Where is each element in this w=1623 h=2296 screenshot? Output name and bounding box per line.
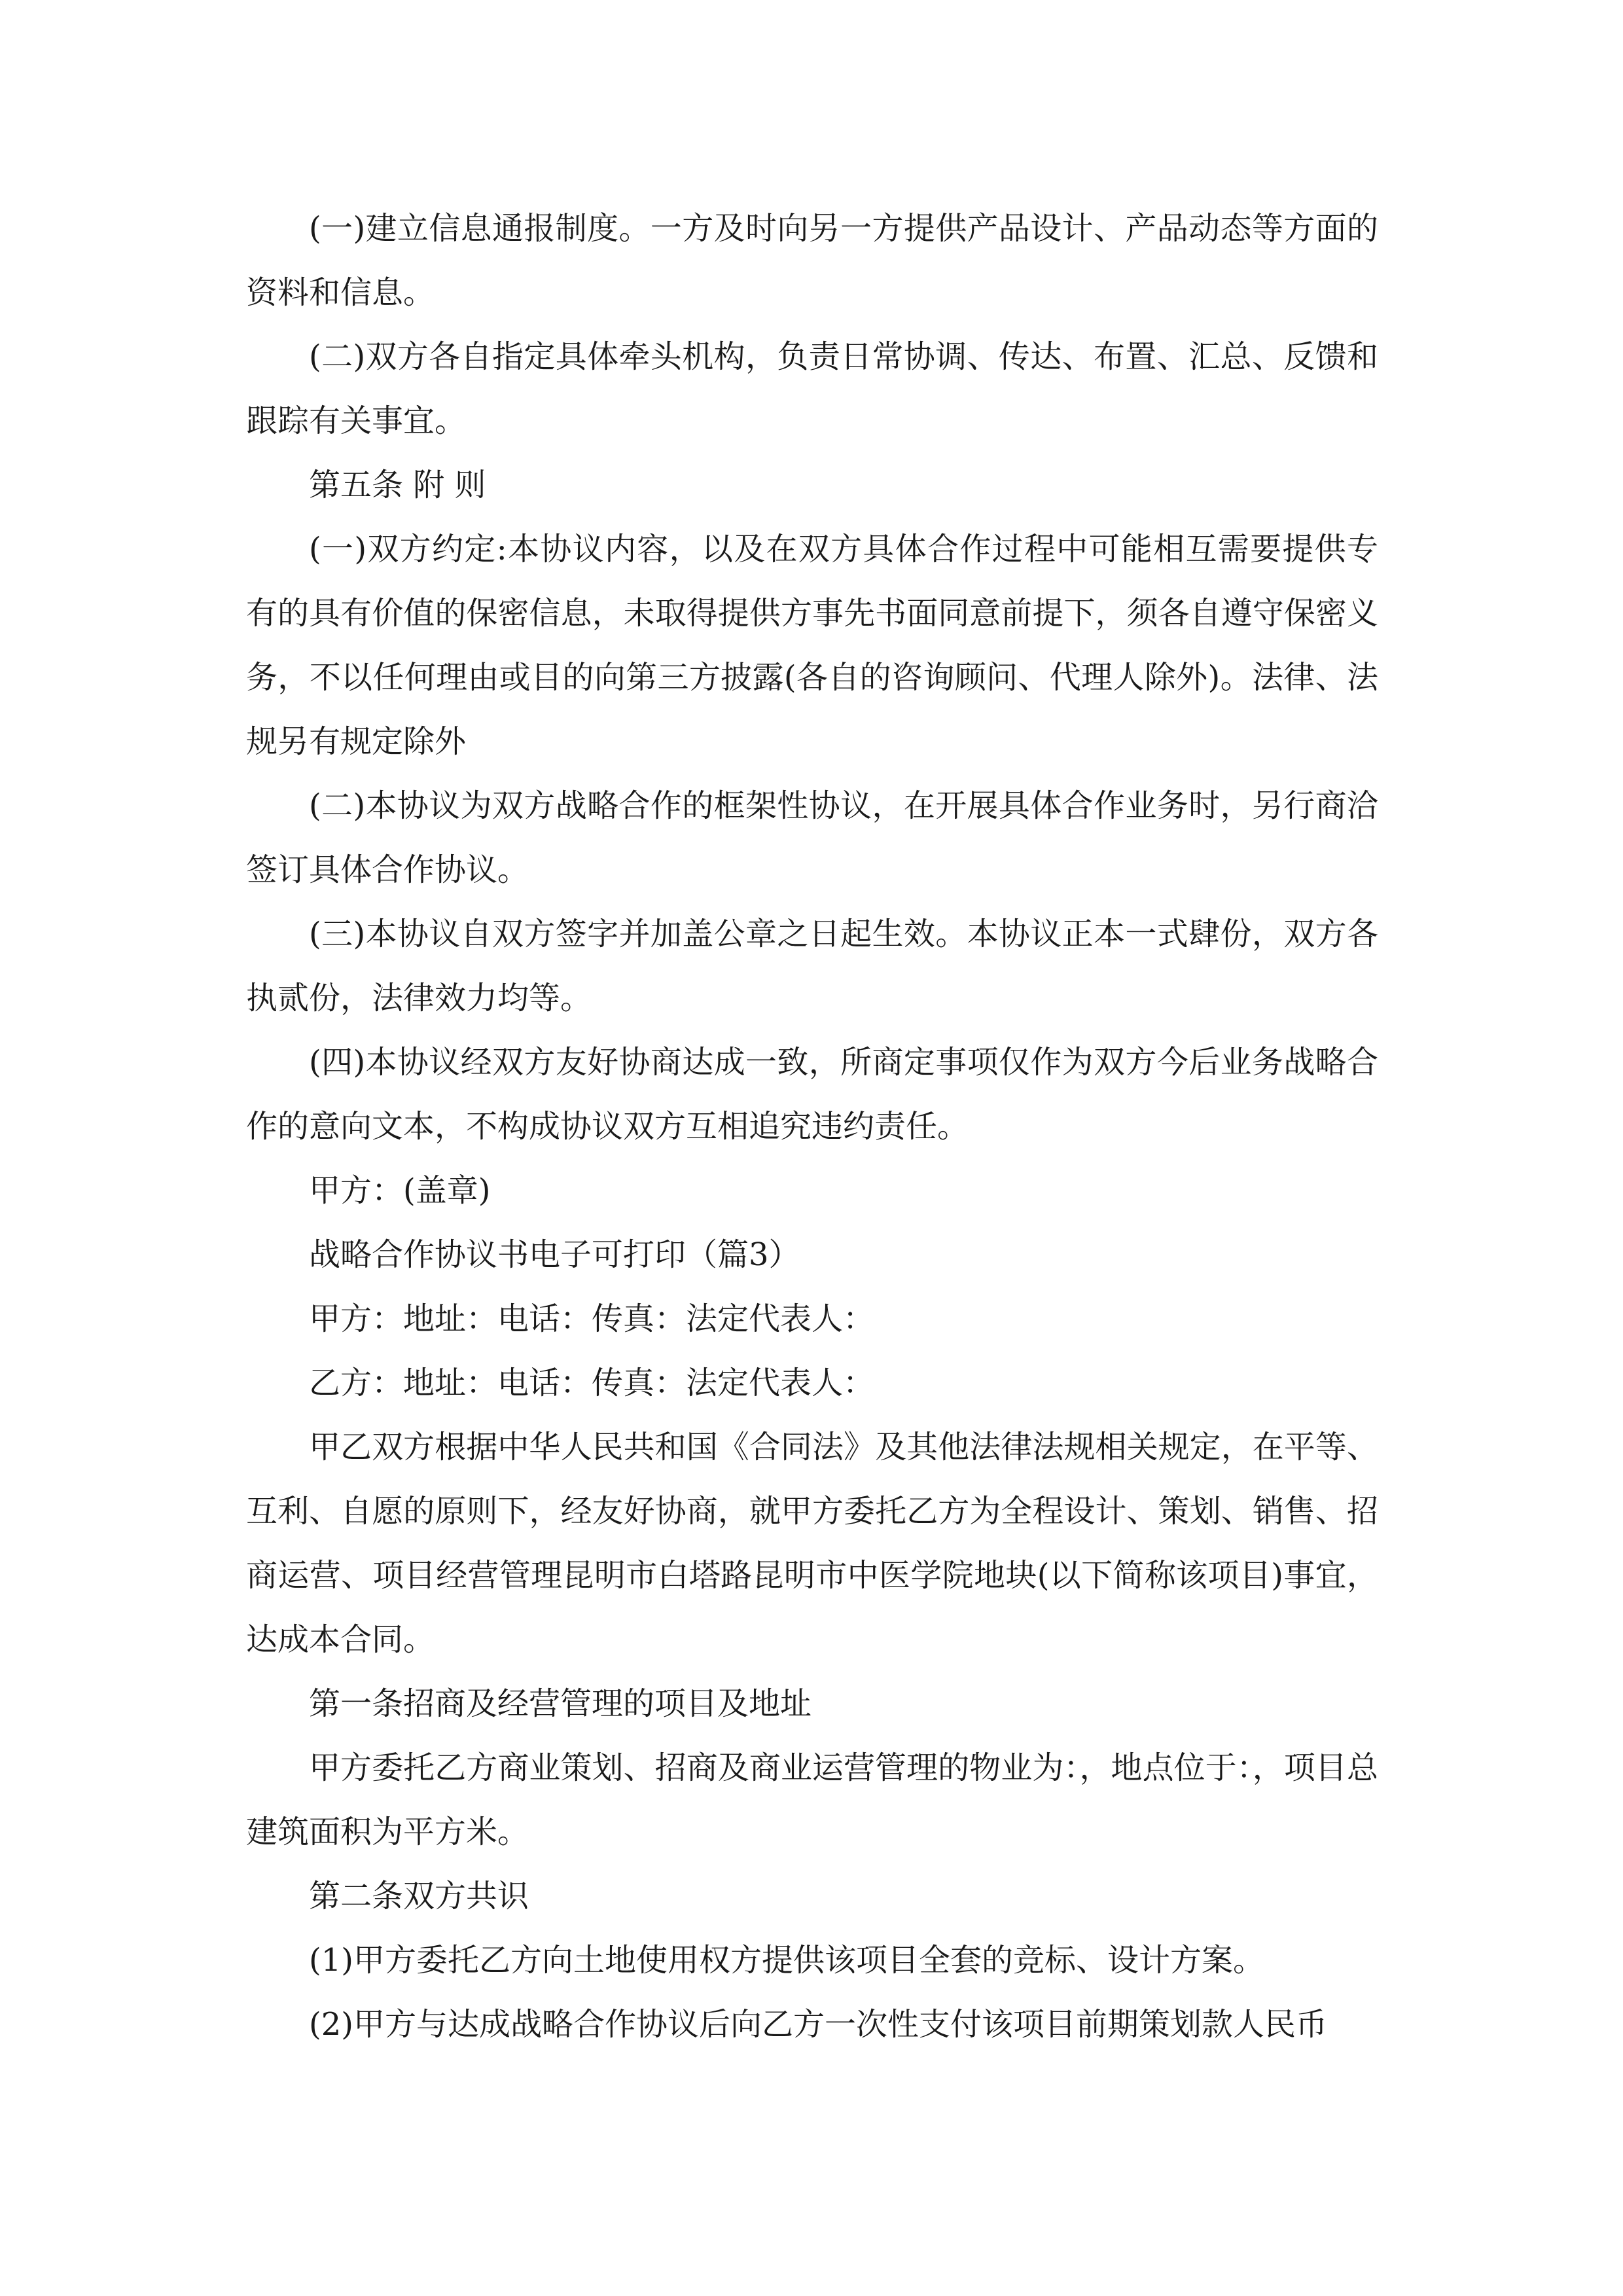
paragraph-info-reporting: (一)建立信息通报制度。一方及时向另一方提供产品设计、产品动态等方面的资料和信息。 bbox=[246, 210, 1378, 311]
paragraph-confidentiality: (一)双方约定:本协议内容，以及在双方具体合作过程中可能相互需要提供专有的具有价值的保密信息，未取得提供方事先书面同意前提下，须各自遵守保密义务，不以任何理由或目的向第三方披露(各自的咨询顾问、代理人除外)。法律、法规另有规定除外 bbox=[246, 531, 1378, 760]
paragraph-consensus-1: (1)甲方委托乙方向土地使用权方提供该项目全套的竞标、设计方案。 bbox=[309, 1942, 1264, 1979]
heading-article-5: 第五条 附 则 bbox=[309, 467, 486, 503]
heading-article-1: 第一条招商及经营管理的项目及地址 bbox=[309, 1685, 812, 1722]
document-body bbox=[246, 196, 1378, 2056]
party-a-info: 甲方：地址：电话：传真：法定代表人： bbox=[309, 1300, 875, 1337]
paragraph-coordination: (二)双方各自指定具体牵头机构，负责日常协调、传达、布置、汇总、反馈和跟踪有关事宜。 bbox=[246, 338, 1378, 439]
section-title-part-3: 战略合作协议书电子可打印（篇3） bbox=[309, 1236, 800, 1273]
party-b-info: 乙方：地址：电话：传真：法定代表人： bbox=[309, 1365, 875, 1401]
paragraph-framework: (二)本协议为双方战略合作的框架性协议，在开展具体合作业务时，另行商洽签订具体合作协议。 bbox=[246, 787, 1378, 888]
paragraph-consensus-2: (2)甲方与达成战略合作协议后向乙方一次性支付该项目前期策划款人民币 bbox=[309, 2006, 1327, 2043]
paragraph-intent: (四)本协议经双方友好协商达成一致，所商定事项仅作为双方今后业务战略合作的意向文本，不构成协议双方互相追究违约责任。 bbox=[246, 1044, 1378, 1145]
heading-article-2: 第二条双方共识 bbox=[309, 1878, 529, 1914]
party-a-seal: 甲方：(盖章) bbox=[309, 1172, 491, 1209]
paragraph-effectiveness: (三)本协议自双方签字并加盖公章之日起生效。本协议正本一式肆份，双方各执贰份，法律效力均等。 bbox=[246, 916, 1378, 1016]
paragraph-property: 甲方委托乙方商业策划、招商及商业运营管理的物业为：，地点位于：，项目总建筑面积为平方米。 bbox=[246, 1749, 1378, 1850]
paragraph-preamble: 甲乙双方根据中华人民共和国《合同法》及其他法律法规相关规定，在平等、互利、自愿的原则下，经友好协商，就甲方委托乙方为全程设计、策划、销售、招商运营、项目经营管理昆明市白塔路昆明市中医学院地块(以下简称该项目)事宜，达成本合同。 bbox=[246, 1429, 1378, 1658]
